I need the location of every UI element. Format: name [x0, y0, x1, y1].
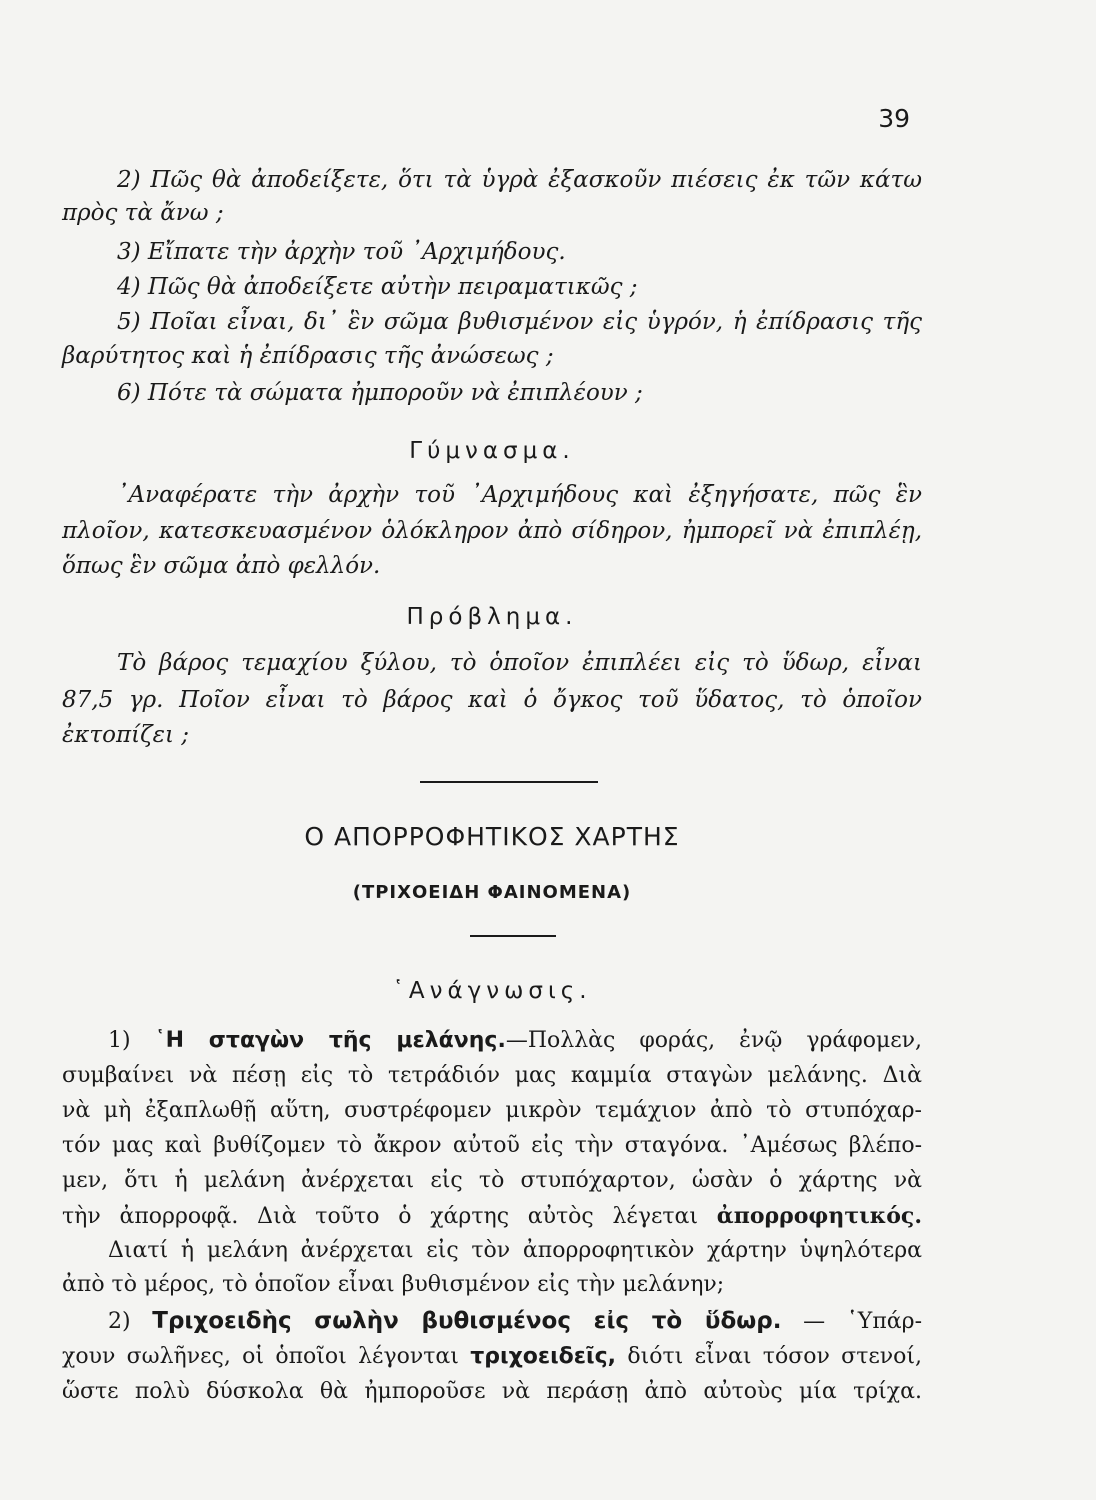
- problem-line: Τὸ βάρος τεμαχίου ξύλου, τὸ ὁποῖον ἐπιπλέει εἰς τὸ ὕδωρ, εἶναι: [117, 650, 922, 676]
- section-1-line: νὰ μὴ ἐξαπλωθῇ αὕτη, συστρέφομεν μικρὸν τεμάχιον ἀπὸ τὸ στυπόχαρ-: [62, 1098, 922, 1123]
- exercise-line: ᾿Αναφέρατε τὴν ἀρχὴν τοῦ ᾿Αρχιμήδους καὶ ἐξηγήσατε, πῶς ἓν: [117, 482, 922, 508]
- chapter-title: Ο ΑΠΟΡΡΟΦΗΤΙΚΟΣ ΧΑΡΤΗΣ: [304, 822, 680, 851]
- exercise-line: ὅπως ἓν σῶμα ἀπὸ φελλόν.: [62, 553, 381, 579]
- review-questions: [62, 165, 922, 415]
- term-absorbent: ἀπορροφητικός.: [716, 1203, 922, 1229]
- section-1-line-1-rest: —Πολλὰς φοράς, ἐνῷ γράφομεν,: [505, 1028, 923, 1053]
- section-2-title: Τριχοειδὴς σωλὴν βυθισμένος εἰς τὸ ὕδωρ.: [152, 1308, 782, 1334]
- section-1-line: τόν μας καὶ βυθίζομεν τὸ ἄκρον αὐτοῦ εἰς τὴν σταγόνα. ᾿Αμέσως βλέπο-: [62, 1133, 922, 1158]
- section-2-number: 2): [108, 1309, 131, 1334]
- chapter-subtitle: (ΤΡΙΧΟΕΙΔΗ ΦΑΙΝΟΜΕΝΑ): [352, 882, 632, 903]
- section-1-title: ῾Η σταγὼν τῆς μελάνης.: [154, 1028, 506, 1053]
- reading-heading: ῾Ανάγνωσις.: [392, 978, 592, 1004]
- section-1-line: μεν, ὅτι ἡ μελάνη ἀνέρχεται εἰς τὸ στυπόχαρτον, ὡσὰν ὁ χάρτης νὰ: [62, 1168, 922, 1193]
- exercise-heading: Γύμνασμα.: [409, 438, 575, 464]
- section-1-line: συμβαίνει νὰ πέσῃ εἰς τὸ τετράδιόν μας καμμία σταγὼν μελάνης. Διὰ: [62, 1063, 922, 1088]
- problem-line: 87,5 γρ. Ποῖον εἶναι τὸ βάρος καὶ ὁ ὄγκος τοῦ ὕδατος, τὸ ὁποῖον: [62, 687, 922, 713]
- question-4: 4) Πῶς θὰ ἀποδείξετε αὐτὴν πειραματικῶς ;: [117, 274, 638, 300]
- question-3: 3) Εἴπατε τὴν ἀρχὴν τοῦ ᾿Αρχιμήδους.: [117, 239, 566, 265]
- section-2-line-2: [62, 1342, 922, 1372]
- chapter-header: [62, 822, 922, 912]
- section-1-last-line-start: τὴν ἀπορροφᾷ. Διὰ τοῦτο ὁ χάρτης αὐτὸς λέγεται: [62, 1204, 699, 1229]
- term-capillary: τριχοειδεῖς,: [470, 1344, 617, 1369]
- exercise-line: πλοῖον, κατεσκευασμένον ὁλόκληρον ἀπὸ σίδηρον, ἠμπορεῖ νὰ ἐπιπλέῃ,: [62, 518, 922, 544]
- page-number: 39: [878, 104, 910, 133]
- problem-line: ἐκτοπίζει ;: [62, 722, 190, 748]
- question-2-line-1: 2) Πῶς θὰ ἀποδείξετε, ὅτι τὰ ὑγρὰ ἐξασκοῦν πιέσεις ἐκ τῶν κάτω: [117, 167, 922, 193]
- problem-section: [62, 602, 922, 752]
- problem-heading: Πρόβλημα.: [406, 604, 578, 630]
- section-1-last-line: [62, 1201, 922, 1231]
- question-6: 6) Πότε τὰ σώματα ἠμποροῦν νὰ ἐπιπλέουν ;: [117, 380, 643, 406]
- question-5-line-2: βαρύτητος καὶ ἡ ἐπίδρασις τῆς ἀνώσεως ;: [62, 343, 554, 369]
- section-2-line-3: ὥστε πολὺ δύσκολα θὰ ἠμποροῦσε νὰ περάσῃ ἀπὸ αὐτοὺς μία τρίχα.: [62, 1379, 922, 1404]
- section-1-question: Διατί ἡ μελάνη ἀνέρχεται εἰς τὸν ἀπορροφητικὸν χάρτην ὑψηλότερα: [108, 1238, 922, 1263]
- question-2-line-2: πρὸς τὰ ἄνω ;: [62, 200, 224, 226]
- section-1-question: ἀπὸ τὸ μέρος, τὸ ὁποῖον εἶναι βυθισμένον εἰς τὴν μελάνην;: [62, 1272, 725, 1297]
- exercise-section: [62, 436, 922, 586]
- section-2-line-2-rest: διότι εἶναι τόσον στενοί,: [627, 1344, 922, 1369]
- section-2-line-2-start: χουν σωλῆνες, οἱ ὁποῖοι λέγονται: [62, 1344, 459, 1369]
- question-5-line-1: 5) Ποῖαι εἶναι, δι᾿ ἓν σῶμα βυθισμένον εἰς ὑγρόν, ἡ ἐπίδρασις τῆς: [117, 309, 922, 335]
- section-2-line-1-rest: — ῾Υπάρ-: [781, 1309, 923, 1334]
- section-divider: [420, 781, 598, 783]
- section-1-number: 1): [108, 1028, 131, 1053]
- section-2-line-1: [62, 1306, 922, 1336]
- reading-section: [62, 976, 922, 1416]
- title-divider: [470, 935, 556, 937]
- section-1-line-1: [62, 1026, 922, 1056]
